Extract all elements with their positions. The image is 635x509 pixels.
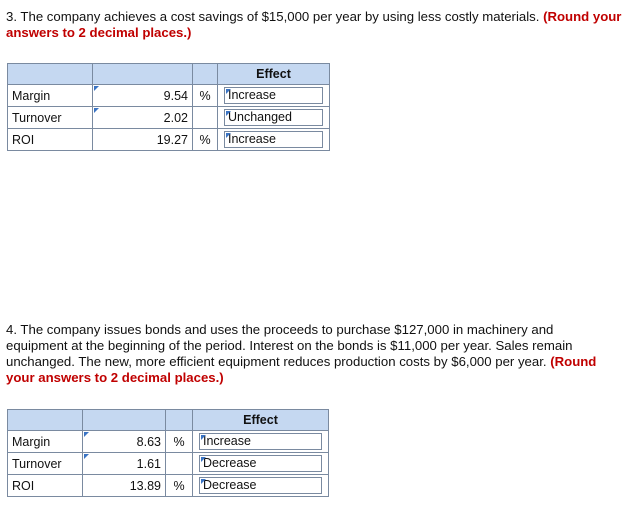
turnover-value-input[interactable]: 2.02 [93,107,193,129]
answer-flag-icon [84,454,89,459]
turnover-value-input[interactable]: 1.61 [83,453,166,475]
row-label-margin: Margin [8,85,93,107]
header-blank [193,64,218,85]
row-label-turnover: Turnover [8,453,83,475]
answer-flag-icon [201,435,206,440]
answer-flag-icon [94,108,99,113]
unit-label [193,107,218,129]
table-header-row [8,64,330,85]
header-blank [93,64,193,85]
unit-label: % [166,475,193,497]
row-label-turnover: Turnover [8,107,93,129]
table-row [8,431,329,453]
header-blank [83,410,166,431]
header-effect: Effect [193,410,329,431]
table-row [8,453,329,475]
margin-value-input[interactable]: 9.54 [93,85,193,107]
answer-flag-icon [226,133,231,138]
table-header-row [8,410,329,431]
header-blank [8,64,93,85]
question-3-text [6,9,628,41]
header-blank [8,410,83,431]
roi-value-input[interactable]: 19.27 [93,129,193,151]
roi-value-input[interactable]: 13.89 [83,475,166,497]
question-4-hint: (Round your answers to 2 decimal places.) [6,354,597,385]
header-blank [166,410,193,431]
table-row [8,107,330,129]
answer-flag-icon [201,479,206,484]
question-4-body: 4. The company issues bonds and uses the proceeds to purchase $127,000 in machinery and equipment at the beginning of the period. Interest on the bonds is $11,000 per year. Sales remain unchanged. The new, more efficient equipment reduces production costs by $6,000 per year. [6,322,573,369]
answer-flag-icon [226,111,231,116]
unit-label: % [193,129,218,151]
table-row [8,475,329,497]
question-3-table [7,63,330,151]
answer-flag-icon [84,432,89,437]
answer-flag-icon [201,457,206,462]
answer-flag-icon [226,89,231,94]
question-3-body: 3. The company achieves a cost savings of $15,000 per year by using less costly materials. [6,9,544,24]
row-label-roi: ROI [8,475,83,497]
table-row [8,85,330,107]
header-effect: Effect [218,64,330,85]
margin-value-input[interactable]: 8.63 [83,431,166,453]
margin-effect-select[interactable]: Increase [218,85,330,107]
unit-label: % [166,431,193,453]
row-label-margin: Margin [8,431,83,453]
turnover-effect-select[interactable]: Unchanged [218,107,330,129]
unit-label [166,453,193,475]
answer-flag-icon [94,86,99,91]
margin-effect-select[interactable]: Increase [193,431,329,453]
roi-effect-select[interactable]: Decrease [193,475,329,497]
turnover-effect-select[interactable]: Decrease [193,453,329,475]
unit-label: % [193,85,218,107]
roi-effect-select[interactable]: Increase [218,129,330,151]
table-row [8,129,330,151]
question-4-text [6,322,606,386]
row-label-roi: ROI [8,129,93,151]
question-4-table [7,409,329,497]
question-3-hint: (Round your answers to 2 decimal places.) [6,9,622,40]
